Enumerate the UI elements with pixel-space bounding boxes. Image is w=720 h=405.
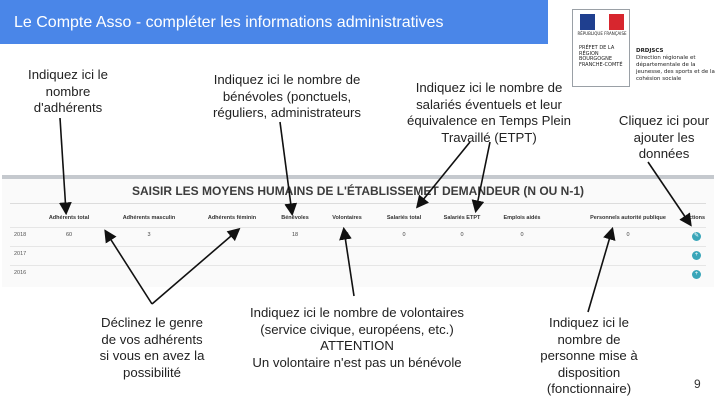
cell-adherents-total: 60 [65, 232, 73, 238]
col-salaries-etpt: Salariés ETPT [443, 215, 481, 221]
row-year: 2016 [14, 270, 27, 276]
note-genre: Déclinez le genre de vos adhérents si vous en avez la possibilité [99, 315, 205, 380]
arrow-personnels [588, 230, 612, 312]
logo-rep-text: RÉPUBLIQUE FRANÇAISE [577, 31, 627, 36]
note-volontaires-line1: Indiquez ici le nombre de volontaires [249, 305, 465, 320]
page-number: 9 [694, 377, 701, 391]
cell-emplois-aides: 0 [520, 232, 524, 238]
row-year: 2018 [14, 232, 27, 238]
arrow-masculin [106, 232, 152, 304]
panel-title: SAISIR LES MOYENS HUMAINS DE L'ÉTABLISSEMET DEMANDEUR (N OU N-1) [132, 184, 584, 198]
edit-icon[interactable]: ✎ [693, 233, 700, 239]
note-salaries: Indiquez ici le nombre de salariés éventuels et leur équivalence en Temps Plein Travaillé (ETPT) [407, 80, 571, 145]
note-volontaires-line3: ATTENTION [320, 338, 394, 353]
arrow-salaries-total [418, 142, 470, 206]
col-volontaires: Volontaires [332, 215, 362, 221]
col-personnels-autorite: Personnels autorité publique [590, 215, 666, 221]
note-benevoles: Indiquez ici le nombre de bénévoles (ponctuels, réguliers, administrateurs [212, 72, 362, 120]
col-benevoles: Bénévoles [281, 215, 309, 221]
note-ajouter: Cliquez ici pour ajouter les données [618, 113, 710, 161]
note-volontaires-line4: Un volontaire n'est pas un bénévole [252, 354, 462, 370]
agency-text: Direction régionale et départementale de la jeunesse, des sports et de la cohésion sociale [636, 55, 715, 82]
cell-benevoles: 18 [291, 232, 299, 238]
note-personnes: Indiquez ici le nombre de personne mise à disposition (fonctionnaire) [540, 315, 638, 396]
cell-salaries-etpt: 0 [460, 232, 464, 238]
arrow-feminin [152, 230, 238, 304]
cell-salaries-total: 0 [402, 232, 406, 238]
col-adherents-total: Adhérents total [48, 215, 90, 221]
col-salaries-total: Salariés total [386, 215, 422, 221]
agency-lead: DRDJSCS [636, 48, 664, 54]
cell-volontaires: 0 [345, 232, 349, 238]
logo-pref-text: PRÉFET DE LA RÉGION BOURGOGNE FRANCHE-COMTÉ [579, 45, 623, 68]
col-adherents-feminin: Adhérents féminin [207, 215, 257, 221]
cell-adherents-masculin: 3 [147, 232, 151, 238]
col-emplois-aides: Emplois aidés [503, 215, 541, 221]
col-actions: Actions [684, 215, 706, 221]
add-icon[interactable]: + [692, 251, 701, 260]
arrow-salaries-etpt [476, 142, 490, 210]
arrow-actions [648, 162, 690, 224]
page-title: Le Compte Asso - compléter les informations administratives [14, 14, 444, 31]
row-year: 2017 [14, 251, 27, 257]
note-volontaires-line2: (service civique, européens, etc.) [260, 321, 454, 337]
cell-adherents-feminin: 57 [228, 232, 236, 238]
cell-personnels-autorite: 0 [626, 232, 630, 238]
note-adherents: Indiquez ici le nombre d'adhérents [28, 67, 108, 115]
arrow-benevoles [280, 122, 292, 213]
arrow-volontaires [344, 230, 354, 296]
arrow-adherents [60, 118, 66, 212]
add-icon[interactable]: + [692, 270, 701, 279]
col-adherents-masculin: Adhérents masculin [122, 215, 176, 221]
